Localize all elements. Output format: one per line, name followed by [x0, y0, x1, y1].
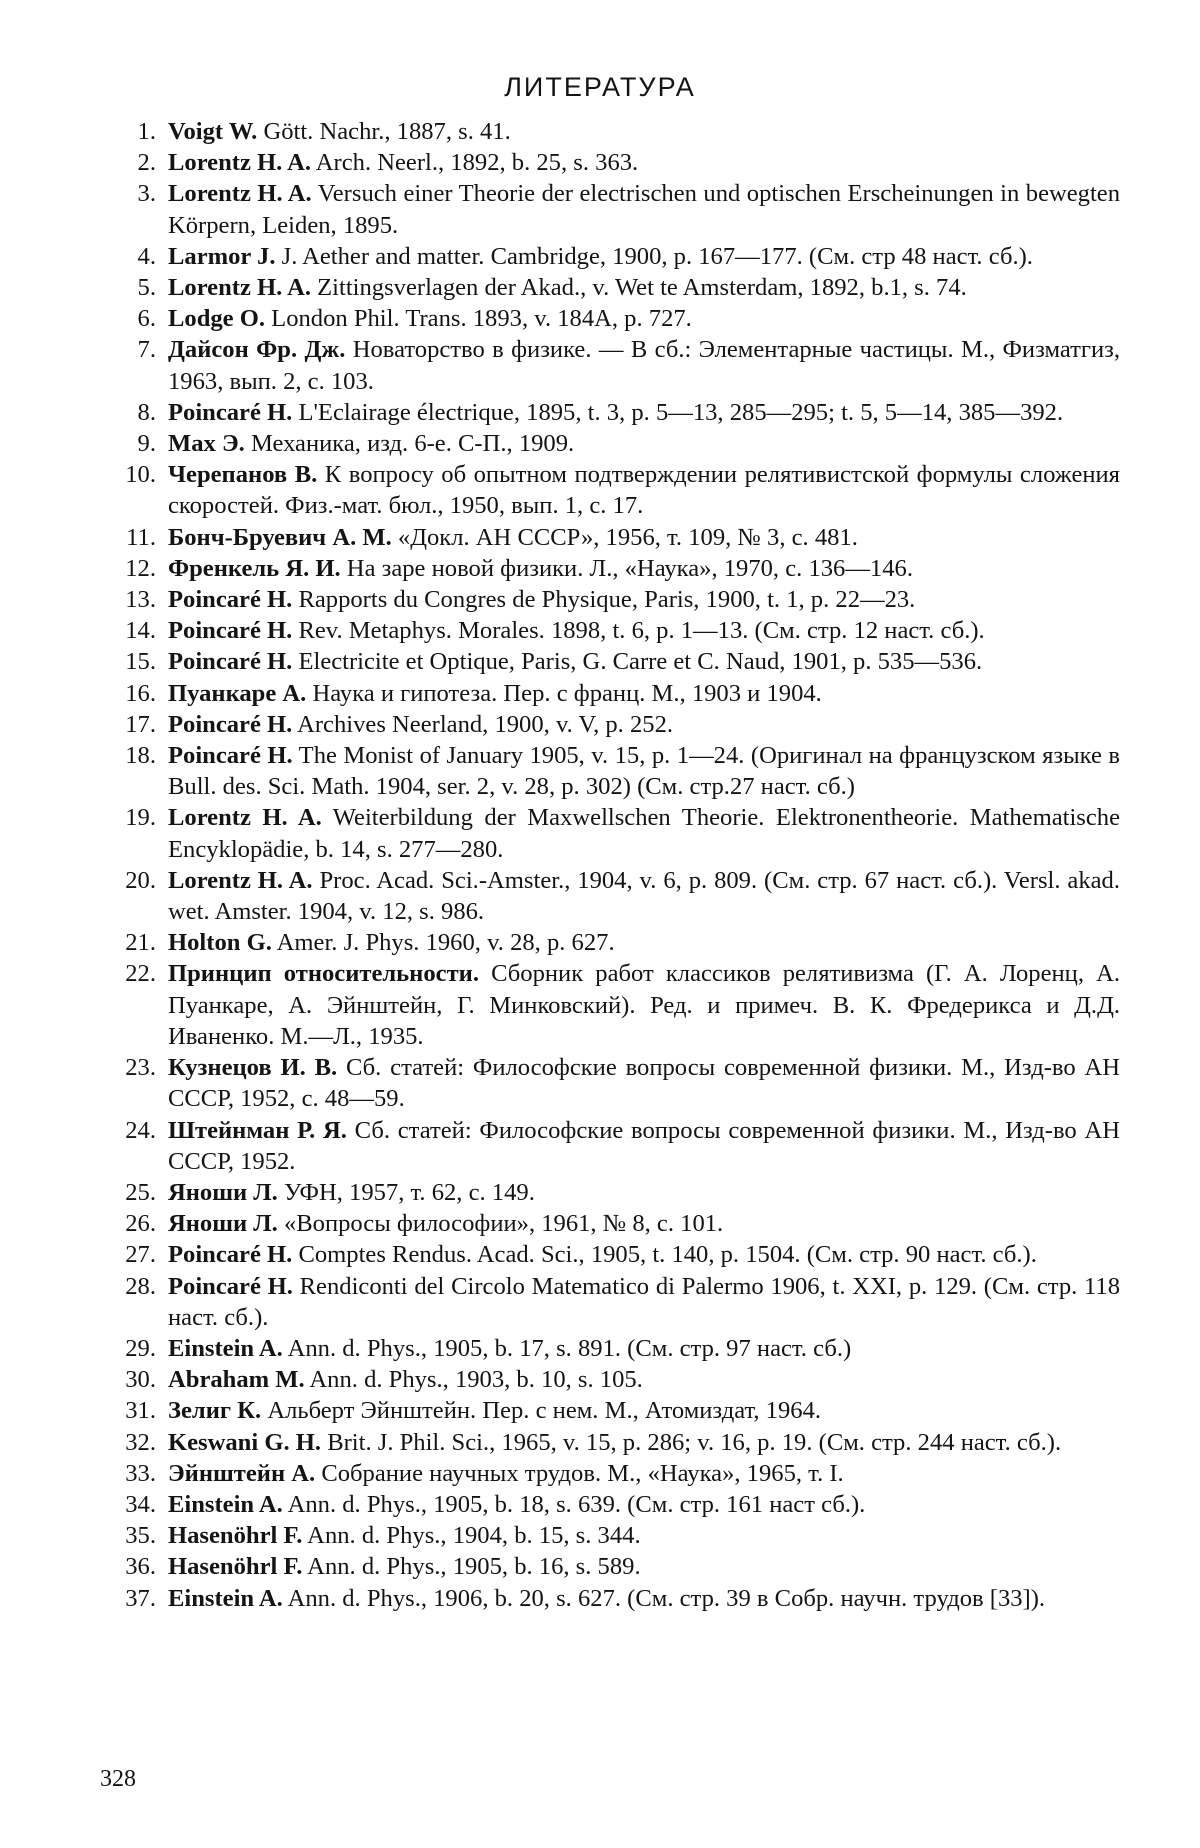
reference-item: [100, 1177, 1120, 1208]
reference-item: [100, 459, 1120, 521]
reference-text: [168, 1239, 1120, 1270]
reference-item: [100, 1208, 1120, 1239]
reference-text: [168, 802, 1120, 864]
reference-item: [100, 1395, 1120, 1426]
reference-item: [100, 1427, 1120, 1458]
reference-number: 4.: [137, 242, 156, 270]
reference-text: [168, 1427, 1120, 1458]
reference-author: Poincaré H.: [168, 617, 293, 645]
reference-item: [100, 116, 1120, 147]
reference-details: Electricite et Optique, Paris, G. Carre et C. Naud, 1901, p. 535—536.: [292, 648, 983, 676]
reference-text: [168, 740, 1120, 802]
reference-number: 2.: [137, 149, 156, 177]
reference-details: Ann. d. Phys., 1905, b. 17, s. 891. (См. стр. 97 наст. сб.): [282, 1334, 852, 1362]
reference-author: Принцип относительности.: [168, 960, 479, 988]
reference-author: Poincaré H.: [168, 586, 293, 614]
reference-text: [168, 927, 1120, 958]
reference-details: Rev. Metaphys. Morales. 1898, t. 6, p. 1—13. (См. стр. 12 наст. сб.).: [292, 617, 985, 645]
reference-number: 6.: [137, 305, 156, 333]
reference-number: 20.: [125, 866, 156, 894]
reference-number: 27.: [125, 1241, 156, 1269]
reference-text: [168, 1520, 1120, 1551]
reference-text: [168, 646, 1120, 677]
reference-number: 24.: [125, 1116, 156, 1144]
reference-author: Hasenöhrl F.: [168, 1553, 303, 1581]
reference-item: [100, 1583, 1120, 1614]
reference-number: 34.: [125, 1490, 156, 1518]
reference-item: [100, 678, 1120, 709]
reference-author: Lorentz H. A.: [168, 274, 311, 302]
reference-item: [100, 241, 1120, 272]
reference-number: 10.: [125, 461, 156, 489]
reference-number: 18.: [125, 742, 156, 770]
reference-author: Poincaré H.: [168, 648, 293, 676]
reference-number: 7.: [137, 336, 156, 364]
reference-text: [168, 1458, 1120, 1489]
reference-number: 19.: [125, 804, 156, 832]
reference-details: Archives Neerland, 1900, v. V, p. 252.: [292, 710, 674, 738]
reference-details: Zittingsverlagen der Akad., v. Wet te Amsterdam, 1892, b.1, s. 74.: [311, 274, 967, 302]
reference-details: Arch. Neerl., 1892, b. 25, s. 363.: [311, 149, 639, 177]
reference-text: [168, 1551, 1120, 1582]
reference-text: [168, 147, 1120, 178]
reference-details: Альберт Эйнштейн. Пер. с нем. М., Атомиздат, 1964.: [261, 1397, 822, 1425]
reference-details: J. Aether and matter. Cambridge, 1900, p. 167—177. (См. стр 48 наст. сб.).: [275, 242, 1033, 270]
reference-details: Ann. d. Phys., 1906, b. 20, s. 627. (См. стр. 39 в Собр. научн. трудов [33]).: [282, 1584, 1046, 1612]
reference-text: [168, 958, 1120, 1052]
reference-details: «Докл. АН СССР», 1956, т. 109, № 3, с. 481.: [391, 523, 858, 551]
reference-text: [168, 428, 1120, 459]
reference-details: Ann. d. Phys., 1905, b. 16, s. 589.: [302, 1553, 641, 1581]
reference-item: [100, 1115, 1120, 1177]
reference-number: 37.: [125, 1584, 156, 1612]
reference-text: [168, 1583, 1120, 1614]
reference-item: [100, 1271, 1120, 1333]
reference-text: [168, 334, 1120, 396]
reference-number: 22.: [125, 960, 156, 988]
reference-item: [100, 147, 1120, 178]
reference-item: [100, 1489, 1120, 1520]
reference-item: [100, 1520, 1120, 1551]
reference-number: 3.: [137, 180, 156, 208]
reference-author: Черепанов В.: [168, 461, 318, 489]
reference-item: [100, 927, 1120, 958]
reference-author: Яноши Л.: [168, 1210, 278, 1238]
reference-author: Keswani G. H.: [168, 1428, 322, 1456]
reference-author: Lodge O.: [168, 305, 266, 333]
reference-number: 8.: [137, 398, 156, 426]
reference-item: [100, 1364, 1120, 1395]
reference-item: [100, 584, 1120, 615]
reference-number: 1.: [137, 118, 156, 145]
reference-details: Brit. J. Phil. Sci., 1965, v. 15, p. 286; v. 16, p. 19. (См. стр. 244 наст. сб.).: [321, 1428, 1062, 1456]
reference-author: Яноши Л.: [168, 1178, 278, 1206]
reference-details: Amer. J. Phys. 1960, v. 28, p. 627.: [271, 929, 615, 957]
reference-number: 32.: [125, 1428, 156, 1456]
reference-number: 25.: [125, 1178, 156, 1206]
reference-number: 31.: [125, 1397, 156, 1425]
reference-item: [100, 334, 1120, 396]
reference-author: Hasenöhrl F.: [168, 1522, 303, 1550]
reference-item: [100, 1052, 1120, 1114]
reference-text: [168, 303, 1120, 334]
reference-details: The Monist of January 1905, v. 15, p. 1—24. (Оригинал на французском языке в Bull. des. Sci. Math. 1904, ser. 2, v. 28, p. 302) (См. стр.27 наст. сб.): [168, 742, 1120, 801]
reference-text: [168, 1208, 1120, 1239]
reference-text: [168, 272, 1120, 303]
reference-item: [100, 522, 1120, 553]
reference-item: [100, 1551, 1120, 1582]
reference-author: Штейнман Р. Я.: [168, 1116, 347, 1144]
reference-number: 9.: [137, 430, 156, 458]
reference-details: К вопросу об опытном подтверждении релятивистской формулы сложения скоростей. Физ.-мат. бюл., 1950, вып. 1, с. 17.: [168, 461, 1120, 520]
reference-author: Lorentz H. A.: [168, 804, 322, 832]
reference-item: [100, 303, 1120, 334]
reference-item: [100, 178, 1120, 240]
reference-text: [168, 1364, 1120, 1395]
reference-item: [100, 802, 1120, 864]
reference-number: 29.: [125, 1334, 156, 1362]
reference-author: Бонч-Бруевич А. М.: [168, 523, 392, 551]
reference-details: L'Eclairage électrique, 1895, t. 3, p. 5—13, 285—295; t. 5, 5—14, 385—392.: [292, 398, 1064, 426]
reference-text: [168, 1177, 1120, 1208]
reference-author: Френкель Я. И.: [168, 554, 341, 582]
reference-item: [100, 1333, 1120, 1364]
reference-details: На заре новой физики. Л., «Наука», 1970, с. 136—146.: [340, 554, 913, 582]
reference-details: Weiterbildung der Maxwellschen Theorie. Elektronentheorie. Mathematische Encyklopädie, b. 14, s. 277—280.: [168, 804, 1121, 863]
reference-text: [168, 865, 1120, 927]
reference-details: Ann. d. Phys., 1904, b. 15, s. 344.: [302, 1522, 641, 1550]
reference-number: 36.: [125, 1553, 156, 1581]
reference-item: [100, 553, 1120, 584]
reference-text: [168, 615, 1120, 646]
reference-number: 21.: [125, 929, 156, 957]
reference-details: Ann. d. Phys., 1905, b. 18, s. 639. (См. стр. 161 наст сб.).: [282, 1490, 866, 1518]
reference-details: Gött. Nachr., 1887, s. 41.: [257, 118, 511, 145]
reference-author: Зелиг К.: [168, 1397, 262, 1425]
reference-text: [168, 1489, 1120, 1520]
reference-author: Lorentz H. A.: [168, 149, 311, 177]
reference-text: [168, 397, 1120, 428]
reference-number: 33.: [125, 1459, 156, 1487]
reference-details: Versuch einer Theorie der electrischen und optischen Erscheinungen in bewegten Körpern, Leiden, 1895.: [168, 180, 1121, 239]
reference-text: [168, 1115, 1120, 1177]
reference-number: 30.: [125, 1366, 156, 1394]
reference-text: [168, 1395, 1120, 1426]
reference-number: 26.: [125, 1210, 156, 1238]
reference-text: [168, 1052, 1120, 1114]
reference-text: [168, 709, 1120, 740]
reference-item: [100, 709, 1120, 740]
reference-author: Einstein A.: [168, 1490, 283, 1518]
reference-text: [168, 678, 1120, 709]
reference-author: Poincaré H.: [168, 742, 293, 770]
reference-details: Сб. статей: Философские вопросы современной физики. М., Изд-во АН СССР, 1952.: [168, 1116, 1120, 1175]
reference-details: Механика, изд. 6-е. С-П., 1909.: [244, 430, 575, 458]
reference-text: [168, 459, 1120, 521]
reference-author: Einstein A.: [168, 1334, 283, 1362]
reference-text: [168, 241, 1120, 272]
reference-item: [100, 865, 1120, 927]
reference-text: [168, 584, 1120, 615]
reference-details: Сб. статей: Философские вопросы современной физики. М., Изд-во АН СССР, 1952, с. 48—59.: [168, 1054, 1120, 1113]
reference-author: Larmor J.: [168, 242, 276, 270]
reference-item: [100, 615, 1120, 646]
reference-details: Новаторство в физике. — В сб.: Элементарные частицы. М., Физматгиз, 1963, вып. 2, с. 103.: [168, 336, 1120, 395]
reference-details: London Phil. Trans. 1893, v. 184A, p. 727.: [265, 305, 692, 333]
reference-details: Rapports du Congres de Physique, Paris, 1900, t. 1, p. 22—23.: [292, 586, 916, 614]
reference-details: Сборник работ классиков релятивизма (Г. А. Лоренц, А. Пуанкаре, А. Эйнштейн, Г. Минковский). Ред. и примеч. В. К. Фредерикса и Д.Д. Иваненко. М.—Л., 1935.: [168, 960, 1120, 1050]
reference-number: 13.: [125, 586, 156, 614]
reference-author: Lorentz H. A.: [168, 866, 313, 894]
reference-item: [100, 646, 1120, 677]
reference-author: Пуанкаре А.: [168, 679, 307, 707]
reference-number: 5.: [137, 274, 156, 302]
reference-details: «Вопросы философии», 1961, № 8, с. 101.: [277, 1210, 724, 1238]
reference-author: Poincaré H.: [168, 710, 293, 738]
reference-list: [100, 116, 1120, 1614]
reference-details: Rendiconti del Circolo Matematico di Palermo 1906, t. XXI, p. 129. (См. стр. 118 наст. сб.).: [168, 1272, 1120, 1331]
reference-number: 12.: [125, 554, 156, 582]
reference-item: [100, 1239, 1120, 1270]
reference-details: Собрание научных трудов. М., «Наука», 1965, т. I.: [315, 1459, 844, 1487]
reference-text: [168, 178, 1120, 240]
reference-author: Lorentz H. A.: [168, 180, 312, 208]
reference-details: Ann. d. Phys., 1903, b. 10, s. 105.: [304, 1366, 643, 1394]
reference-number: 23.: [125, 1054, 156, 1082]
reference-item: [100, 958, 1120, 1052]
reference-item: [100, 740, 1120, 802]
reference-number: 28.: [125, 1272, 156, 1300]
reference-item: [100, 1458, 1120, 1489]
reference-number: 35.: [125, 1522, 156, 1550]
reference-details: Наука и гипотеза. Пер. с франц. М., 1903 и 1904.: [306, 679, 822, 707]
reference-text: [168, 1333, 1120, 1364]
reference-author: Einstein A.: [168, 1584, 283, 1612]
reference-number: 11.: [126, 523, 156, 551]
reference-item: [100, 397, 1120, 428]
reference-author: Holton G.: [168, 929, 272, 957]
reference-item: [100, 428, 1120, 459]
page-title: ЛИТЕРАТУРА: [504, 72, 696, 102]
reference-number: 17.: [125, 710, 156, 738]
reference-text: [168, 116, 1120, 147]
reference-details: УФН, 1957, т. 62, с. 149.: [277, 1178, 535, 1206]
reference-number: 15.: [125, 648, 156, 676]
reference-author: Poincaré H.: [168, 1241, 293, 1269]
reference-author: Эйнштейн А.: [168, 1459, 316, 1487]
reference-author: Voigt W.: [168, 118, 258, 145]
reference-number: 14.: [125, 617, 156, 645]
reference-author: Дайсон Фр. Дж.: [168, 336, 346, 364]
reference-number: 16.: [125, 679, 156, 707]
reference-text: [168, 522, 1120, 553]
reference-details: Comptes Rendus. Acad. Sci., 1905, t. 140, p. 1504. (См. стр. 90 наст. сб.).: [292, 1241, 1037, 1269]
reference-text: [168, 1271, 1120, 1333]
reference-author: Poincaré H.: [168, 398, 293, 426]
reference-author: Мах Э.: [168, 430, 245, 458]
page-number: 328: [100, 1766, 136, 1792]
reference-author: Poincaré H.: [168, 1272, 293, 1300]
reference-details: Proc. Acad. Sci.-Amster., 1904, v. 6, p. 809. (См. стр. 67 наст. сб.). Versl. akad. wet. Amster. 1904, v. 12, s. 986.: [168, 866, 1120, 926]
reference-author: Кузнецов И. В.: [168, 1054, 338, 1082]
reference-author: Abraham M.: [168, 1366, 305, 1394]
reference-item: [100, 272, 1120, 303]
reference-text: [168, 553, 1120, 584]
